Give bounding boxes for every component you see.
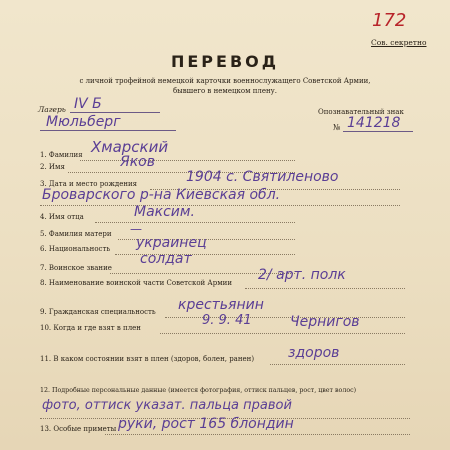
field-10-date: 9. 9. 41 xyxy=(202,313,252,328)
field-9-value: крестьянин xyxy=(178,297,264,313)
field-5-value: — xyxy=(130,222,142,236)
document-title: ПЕРЕВОД xyxy=(170,52,280,71)
field-2-label: 2. Имя xyxy=(40,163,65,171)
field-6-label: 6. Национальность xyxy=(40,245,111,253)
id-tag-value: 141218 xyxy=(347,115,401,131)
camp-label: Лагерь xyxy=(38,105,66,114)
field-1-value: Хмарский xyxy=(91,138,169,156)
field-1-label: 1. Фамилия xyxy=(40,151,83,159)
document-subtitle-2: бывшего в немецком плену. xyxy=(172,87,278,95)
document-subtitle-1: с личной трофейной немецкой карточки военнослужащего Советской Армии, xyxy=(79,77,371,85)
camp-location-underline xyxy=(40,130,176,131)
field-3-value-cont: Броварского р-на Киевская обл. xyxy=(42,187,281,203)
field-11-label: 11. В каком состоянии взят в плен (здоров, болен, ранен) xyxy=(40,355,255,363)
field-3-label: 3. Дата и место рождения xyxy=(40,180,138,188)
field-3-value: 1904 с. Святиленово xyxy=(186,169,339,185)
camp-location: Мюльберг xyxy=(46,114,121,130)
field-10-place: Чернигов xyxy=(290,314,360,330)
field-4-value: Максим. xyxy=(134,204,195,220)
field-13-label: 13. Особые приметы xyxy=(40,425,117,433)
field-8-label: 8. Наименование воинской части Советской Армии xyxy=(40,279,232,287)
id-tag-prefix: № xyxy=(333,123,341,132)
field-6-value: украинец xyxy=(136,235,207,251)
id-tag-underline xyxy=(343,131,413,132)
field-4-label: 4. Имя отца xyxy=(40,213,84,221)
id-tag-label: Опознавательный знак xyxy=(318,108,404,116)
field-7-value: солдат xyxy=(140,251,192,267)
field-12-label: 12. Подробные персональные данные (имеется фотография, оттиск пальцев, рост, цвет волос) xyxy=(40,387,357,394)
camp-value: IV Б xyxy=(74,96,102,112)
field-9-label: 9. Гражданская специальность xyxy=(40,308,156,316)
archive-number: 172 xyxy=(372,10,407,31)
field-12-value: фото, оттиск указат. пальца правой xyxy=(42,398,292,413)
camp-underline xyxy=(70,112,160,113)
field-2-value: Яков xyxy=(120,154,155,170)
classification-mark: Сов. секретно xyxy=(371,38,427,47)
field-10-label: 10. Когда и где взят в плен xyxy=(40,324,141,332)
field-11-value: здоров xyxy=(288,345,340,361)
field-8-value: 2/ арт. полк xyxy=(258,267,346,283)
field-7-label: 7. Воинское звание xyxy=(40,264,112,272)
field-13-value: руки, рост 165 блондин xyxy=(118,416,294,432)
field-5-label: 5. Фамилия матери xyxy=(40,230,112,238)
